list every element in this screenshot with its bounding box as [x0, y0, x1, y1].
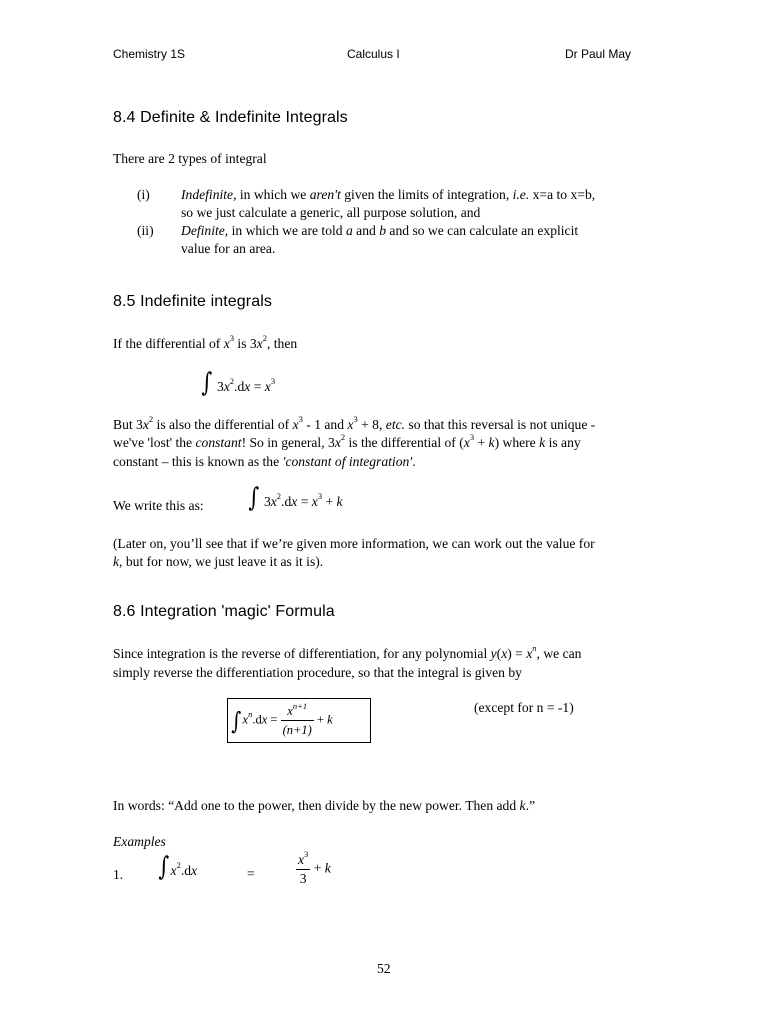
s85-para-line3: constant – this is known as the 'constant of integration'. [113, 454, 416, 469]
s84-intro: There are 2 types of integral [113, 151, 267, 166]
integral-sign-icon: ∫ [201, 368, 213, 398]
in-words: In words: “Add one to the power, then divide by the new power. Then add k.” [113, 798, 536, 813]
write-as-label: We write this as: [113, 498, 204, 513]
s85-para-line2: we've 'lost' the constant! So in general, $3x^2$ is the differential of $(x^3 + k)$ where k is any [113, 432, 581, 450]
integral-sign-icon: ∫ [248, 483, 260, 513]
example-1-fraction: $\frac{x^3}{3}$ [298, 849, 309, 886]
equation-2: ∫ $3x^2.dx = x^3 + k$ [248, 483, 343, 513]
examples-heading: Examples [113, 834, 166, 849]
s85-para-line1: But $3x^2$ is also the differential of $x^3 - 1$ and $x^3 + 8$, etc. so that this reversal is not unique - [113, 414, 596, 432]
formula-exception: (except for n = -1) [474, 700, 574, 715]
example-1-equals: = [247, 866, 255, 881]
header-topic: Calculus I [347, 47, 400, 61]
s84-item2: Definite, in which we are told a and b and so we can calculate an explicit [181, 223, 579, 238]
page-number: 52 [377, 961, 391, 976]
s84-item1: Indefinite, in which we aren't given the limits of integration, i.e. x=a to x=b, [181, 187, 596, 202]
example-1-number: 1. [113, 867, 124, 882]
s86-line1: Since integration is the reverse of differentiation, for any polynomial $y(x) = x^n$, we can [113, 643, 582, 661]
example-1-integral: $\int x^2.dx$ [158, 852, 198, 882]
formula-fraction: $\frac{x^{n+1}}{(n+1)}$ [282, 700, 312, 737]
example-1-result: $\frac{x^3}{3}$ + k [298, 849, 331, 886]
section-8-4-title: 8.4 Definite & Indefinite Integrals [113, 109, 348, 126]
integration-formula: $\int x^n.dx$ = $\frac{x^{n+1}}{(n+1)}$ + k [231, 700, 333, 737]
header-course: Chemistry 1S [113, 47, 186, 61]
s84-item1-line2: so we just calculate a generic, all purpose solution, and [181, 205, 481, 220]
header-author: Dr Paul May [565, 47, 632, 61]
integral-sign-icon: ∫ [231, 706, 242, 735]
s84-item2-line2: value for an area. [181, 241, 276, 256]
s84-item1-num: (i) [137, 187, 150, 202]
later-line2: k, but for now, we just leave it as it is). [113, 554, 324, 569]
s84-item2-num: (ii) [137, 223, 154, 238]
s85-line1: If the differential of $x^3$ is $3x^2$, then [113, 333, 298, 351]
equation-1: ∫ $3x^2.dx = x^3$ [201, 368, 276, 398]
s86-line2: simply reverse the differentiation procedure, so that the integral is given by [113, 665, 522, 680]
integral-sign-icon: ∫ [158, 852, 170, 882]
section-8-5-title: 8.5 Indefinite integrals [113, 293, 272, 310]
later-line1: (Later on, you’ll see that if we’re given more information, we can work out the value for [113, 536, 595, 551]
section-8-6-title: 8.6 Integration 'magic' Formula [113, 603, 335, 620]
